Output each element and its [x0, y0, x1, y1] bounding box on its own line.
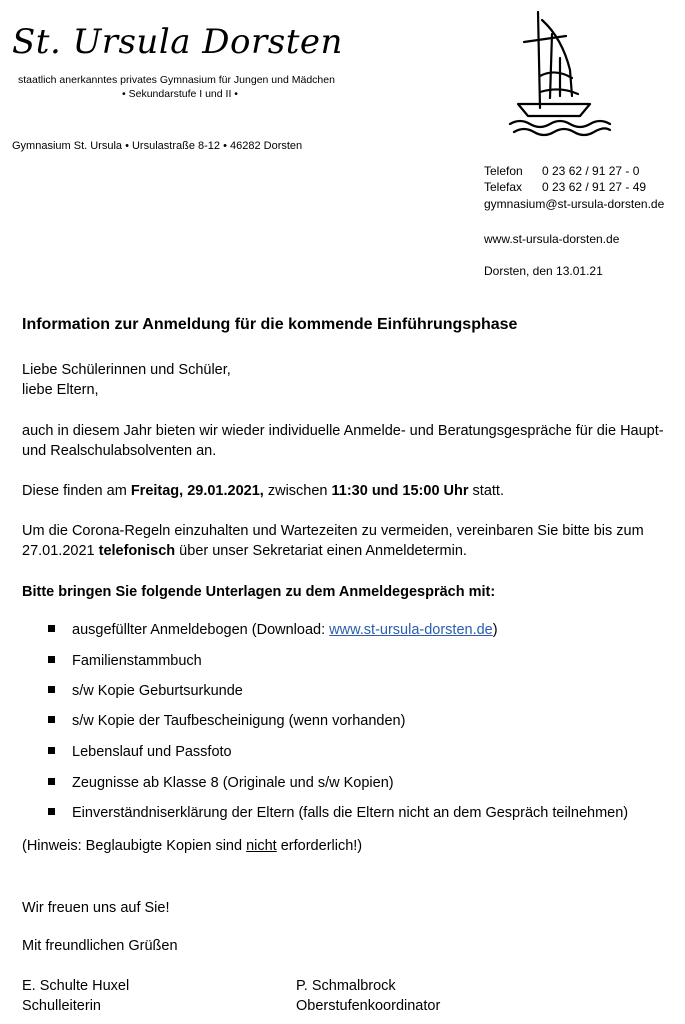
- text: Diese finden am: [22, 483, 131, 499]
- list-item: [48, 622, 678, 638]
- closing-line: Wir freuen uns auf Sie!: [22, 900, 170, 916]
- note-line: [22, 836, 667, 856]
- school-name: St. Ursula Dorsten: [12, 22, 343, 62]
- text: ausgefüllter Anmeldebogen (Download:: [72, 622, 330, 638]
- phone-line: [484, 164, 639, 178]
- text: Familienstammbuch: [72, 653, 202, 669]
- emphasis: nicht: [246, 838, 277, 854]
- appointment-time: 11:30 und 15:00 Uhr: [331, 483, 469, 499]
- phone-label: Telefon: [484, 164, 523, 178]
- text: Lebenslauf und Passfoto: [72, 744, 232, 760]
- documents-heading: Bitte bringen Sie folgende Unterlagen zu dem Anmeldegespräch mit:: [22, 584, 496, 600]
- bullet-icon: [48, 747, 55, 754]
- list-item: [48, 805, 678, 821]
- appointment-paragraph: [22, 481, 667, 501]
- signature-name: E. Schulte Huxel: [22, 978, 130, 994]
- appointment-date: Freitag, 29.01.2021,: [130, 483, 264, 499]
- bullet-icon: [48, 656, 55, 663]
- letter-date: Dorsten, den 13.01.21: [484, 264, 603, 278]
- signature-name: P. Schmalbrock: [296, 978, 396, 994]
- text: zwischen: [263, 483, 332, 499]
- text: s/w Kopie der Taufbescheinigung (wenn vorhanden): [72, 713, 406, 729]
- download-link[interactable]: www.st-ursula-dorsten.de: [329, 622, 493, 638]
- text: statt.: [468, 483, 504, 499]
- signature-role: Schulleiterin: [22, 998, 101, 1014]
- intro-paragraph: auch in diesem Jahr bieten wir wieder individuelle Anmelde- und Beratungsgespräche für die Haupt- und Realschulabsolventen an.: [22, 423, 664, 459]
- fax-number: 0 23 62 / 91 27 - 49: [542, 180, 647, 194]
- ship-cross-logo-icon: [500, 8, 620, 138]
- text: über unser Sekretariat einen Anmeldetermin.: [175, 543, 467, 559]
- list-item: [48, 713, 678, 729]
- text: erforderlich!): [276, 838, 363, 854]
- text: (Hinweis: Beglaubigte Kopien sind: [22, 838, 247, 854]
- school-levels: • Sekundarstufe I und II •: [122, 88, 238, 100]
- bullet-icon: [48, 778, 55, 785]
- school-subtitle: staatlich anerkanntes privates Gymnasium für Jungen und Mädchen: [18, 74, 335, 86]
- list-item: [48, 683, 678, 699]
- signature-role: Oberstufenkoordinator: [296, 998, 441, 1014]
- sender-address: Gymnasium St. Ursula • Ursulastraße 8-12 • 46282 Dorsten: [12, 140, 303, 152]
- text: s/w Kopie Geburtsurkunde: [72, 683, 243, 699]
- booking-paragraph: [22, 521, 667, 561]
- fax-label: Telefax: [484, 180, 523, 194]
- list-item: [48, 653, 678, 669]
- closing-greeting: Mit freundlichen Grüßen: [22, 938, 178, 954]
- booking-method: telefonisch: [98, 543, 176, 559]
- letter-heading: Information zur Anmeldung für die kommende Einführungsphase: [22, 316, 518, 333]
- email-address: gymnasium@st-ursula-dorsten.de: [484, 197, 665, 211]
- text: ): [492, 622, 498, 638]
- text: Um die Corona-Regeln einzuhalten und Wartezeiten zu vermeiden, vereinbaren Sie bitte bis zum 27.01.2021: [22, 523, 644, 559]
- bullet-icon: [48, 686, 55, 693]
- list-item: [48, 744, 678, 760]
- text: Zeugnisse ab Klasse 8 (Originale und s/w Kopien): [72, 775, 394, 791]
- bullet-icon: [48, 625, 55, 632]
- list-item: [48, 775, 678, 791]
- greeting-line: liebe Eltern,: [22, 382, 99, 398]
- phone-number: 0 23 62 / 91 27 - 0: [542, 164, 640, 178]
- bullet-icon: [48, 808, 55, 815]
- greeting-line: Liebe Schülerinnen und Schüler,: [22, 362, 231, 378]
- fax-line: [484, 180, 646, 194]
- website-address: www.st-ursula-dorsten.de: [484, 232, 620, 246]
- bullet-icon: [48, 716, 55, 723]
- text: Einverständniserklärung der Eltern (falls die Eltern nicht an dem Gespräch teilnehmen): [72, 805, 629, 821]
